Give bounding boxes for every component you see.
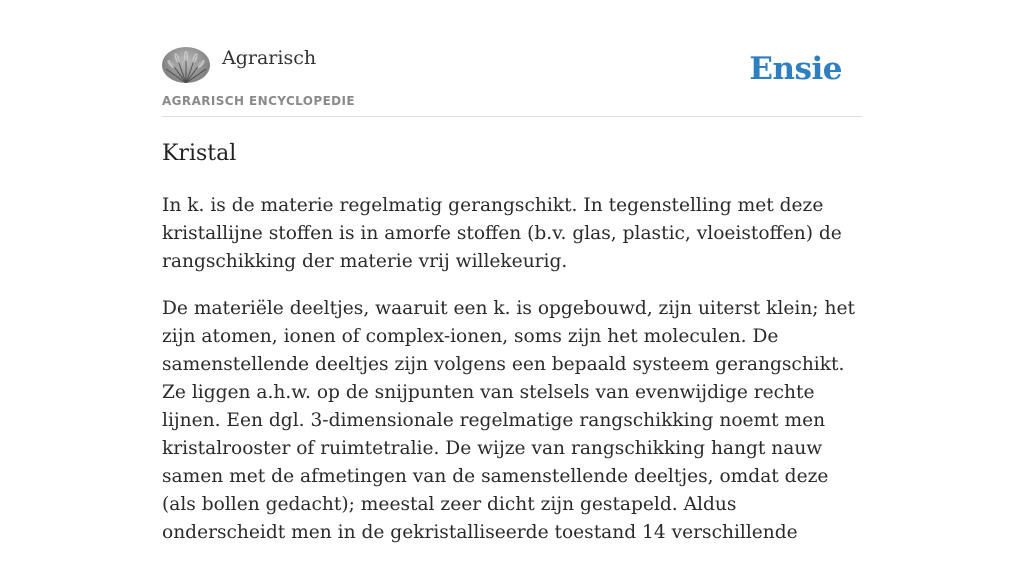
- article-body: [162, 192, 862, 566]
- article-paragraph: De materiële deeltjes, waaruit een k. is opgebouwd, zijn uiterst klein; het zijn atomen, ionen of complex-ionen, soms zijn het moleculen. De samenstellende deeltjes zijn volgens een bepaald systeem gerangschikt. Ze liggen a.h.w. op de snijpunten van stelsels van evenwijdige rechte lijnen. Een dgl. 3-dimensionale regelmatige rangschikking noemt men kristalrooster of ruimtetralie. De wijze van rangschikking hangt nauw samen met de afmetingen van de samenstellende deeltjes, omdat deze (als bollen gedacht); meestal zeer dicht zijn gestapeld. Aldus onderscheidt men in de gekristalliseerde toestand 14 verschillende: [162, 298, 855, 543]
- brand-logo-link[interactable]: Ensie: [749, 51, 842, 87]
- wheat-icon[interactable]: [162, 47, 210, 83]
- page: [162, 0, 862, 543]
- source-subtitle[interactable]: AGRARISCH ENCYCLOPEDIE: [162, 94, 355, 108]
- source-name[interactable]: Agrarisch: [222, 47, 317, 69]
- article-paragraph: In k. is de materie regelmatig gerangschikt. In tegenstelling met deze kristallijne stoffen is in amorfe stoffen (b.v. glas, plastic, vloeistoffen) de rangschikking der materie vrij willekeurig.: [162, 195, 842, 272]
- article-title: Kristal: [162, 141, 237, 166]
- header: [162, 0, 862, 117]
